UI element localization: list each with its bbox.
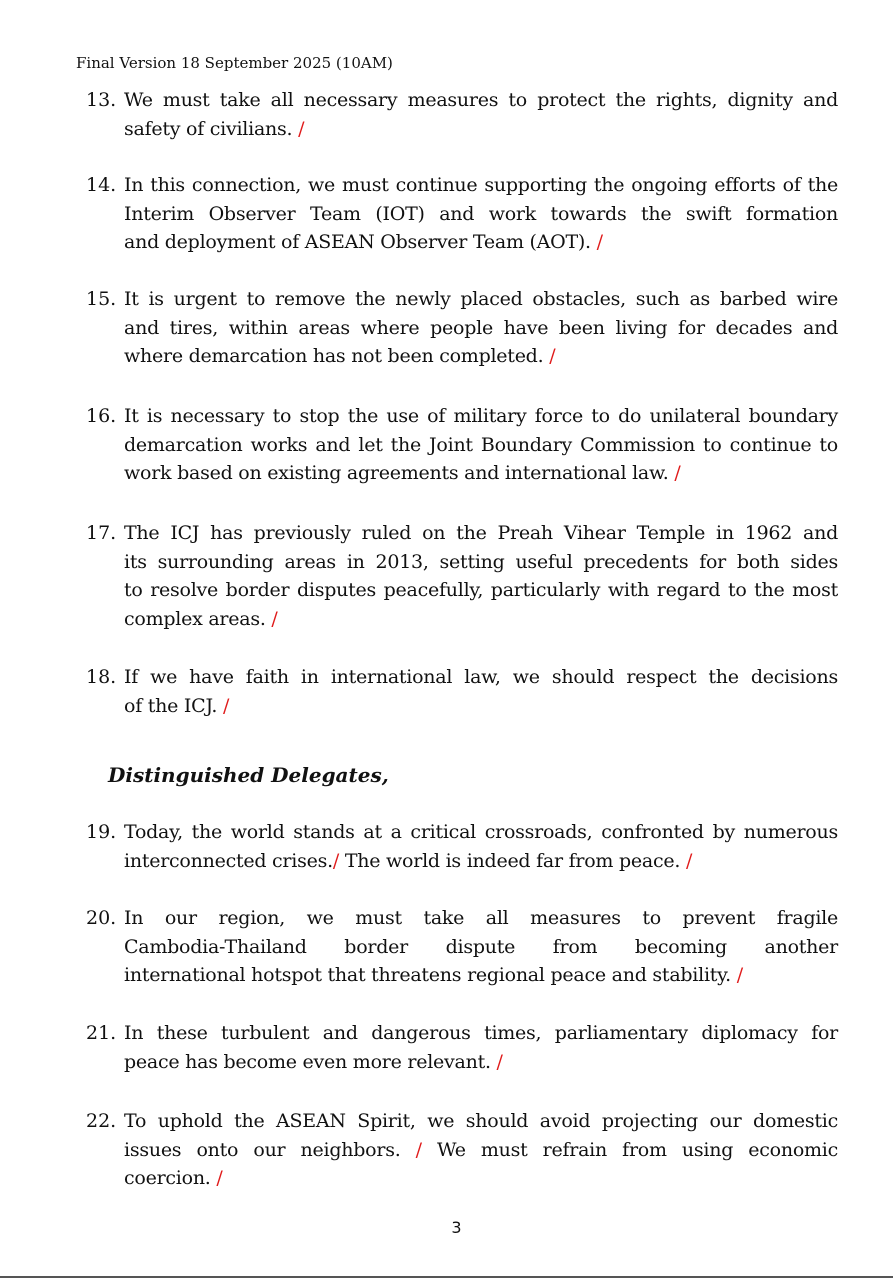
item-number: 14. [86,174,117,196]
version-header: Final Version 18 September 2025 (10AM) [76,54,393,72]
item-line-last: interconnected crises./ The world is indeed far from peace. / [124,849,693,872]
section-heading: Distinguished Delegates, [108,763,389,787]
item-line-last: of the ICJ. / [124,694,230,717]
item-line-last: and deployment of ASEAN Observer Team (AOT). / [124,231,603,253]
item-line: and tires, within areas where people have been living for decades and [124,316,838,339]
item-line: In this connection, we must continue supporting the ongoing efforts of the [124,174,838,196]
item-line: It is necessary to stop the use of military force to do unilateral boundary [124,405,838,427]
pause-mark: / [222,694,230,717]
list-item [86,1019,838,1076]
item-number: 21. [86,1022,117,1044]
list-item [86,519,838,633]
item-line-last: safety of civilians. / [124,117,305,140]
list-item [86,171,838,257]
item-line-last: coercion. / [124,1167,223,1189]
pause-mark: / [332,849,340,872]
pause-mark: / [216,1167,223,1189]
page-number: 3 [451,1218,462,1237]
item-line: We must take all necessary measures to protect the rights, dignity and [124,89,838,111]
list-item [86,818,838,875]
item-line: Interim Observer Team (IOT) and work towards the swift formation [124,202,838,225]
pause-mark: / [496,1050,503,1073]
item-number: 20. [86,907,117,929]
item-line: issues onto our neighbors. / We must refrain from using economic [124,1138,838,1161]
item-number: 16. [86,405,117,427]
item-number: 19. [86,821,117,843]
item-line: The ICJ has previously ruled on the Preah Vihear Temple in 1962 and [124,522,838,544]
list-item [86,1107,838,1193]
list-item [86,402,838,488]
item-line: Today, the world stands at a critical crossroads, confronted by numerous [124,821,838,843]
pause-mark: / [415,1138,422,1161]
item-line: to resolve border disputes peacefully, particularly with regard to the most [124,579,838,601]
item-line-last: peace has become even more relevant. / [124,1050,503,1073]
item-line: To uphold the ASEAN Spirit, we should avoid projecting our domestic [124,1110,838,1132]
pause-mark: / [736,964,743,986]
item-line: Cambodia-Thailand border dispute from becoming another [124,935,838,958]
list-item [86,663,838,720]
list-item [86,285,838,371]
page-bottom-rule [0,1276,893,1278]
item-number: 13. [86,89,117,111]
item-number: 17. [86,522,117,544]
item-line: In our region, we must take all measures to prevent fragile [124,907,838,929]
item-line-last: international hotspot that threatens regional peace and stability. / [124,964,743,986]
pause-mark: / [596,231,603,253]
pause-mark: / [685,849,693,872]
list-item [86,904,838,990]
item-number: 18. [86,666,117,688]
pause-mark: / [271,607,278,630]
item-line-last: complex areas. / [124,607,278,630]
pause-mark: / [298,117,305,140]
item-line-last: where demarcation has not been completed. / [124,345,556,367]
pause-mark: / [549,345,556,367]
item-number: 15. [86,288,117,310]
item-line: It is urgent to remove the newly placed obstacles, such as barbed wire [124,288,838,310]
item-line: demarcation works and let the Joint Boundary Commission to continue to [124,433,838,456]
list-item [86,86,838,143]
item-line: If we have faith in international law, we should respect the decisions [124,666,838,688]
item-line-last: work based on existing agreements and international law. / [124,462,681,484]
item-number: 22. [86,1110,117,1132]
item-line: In these turbulent and dangerous times, parliamentary diplomacy for [124,1022,838,1044]
pause-mark: / [674,462,681,484]
item-line: its surrounding areas in 2013, setting useful precedents for both sides [124,550,838,573]
